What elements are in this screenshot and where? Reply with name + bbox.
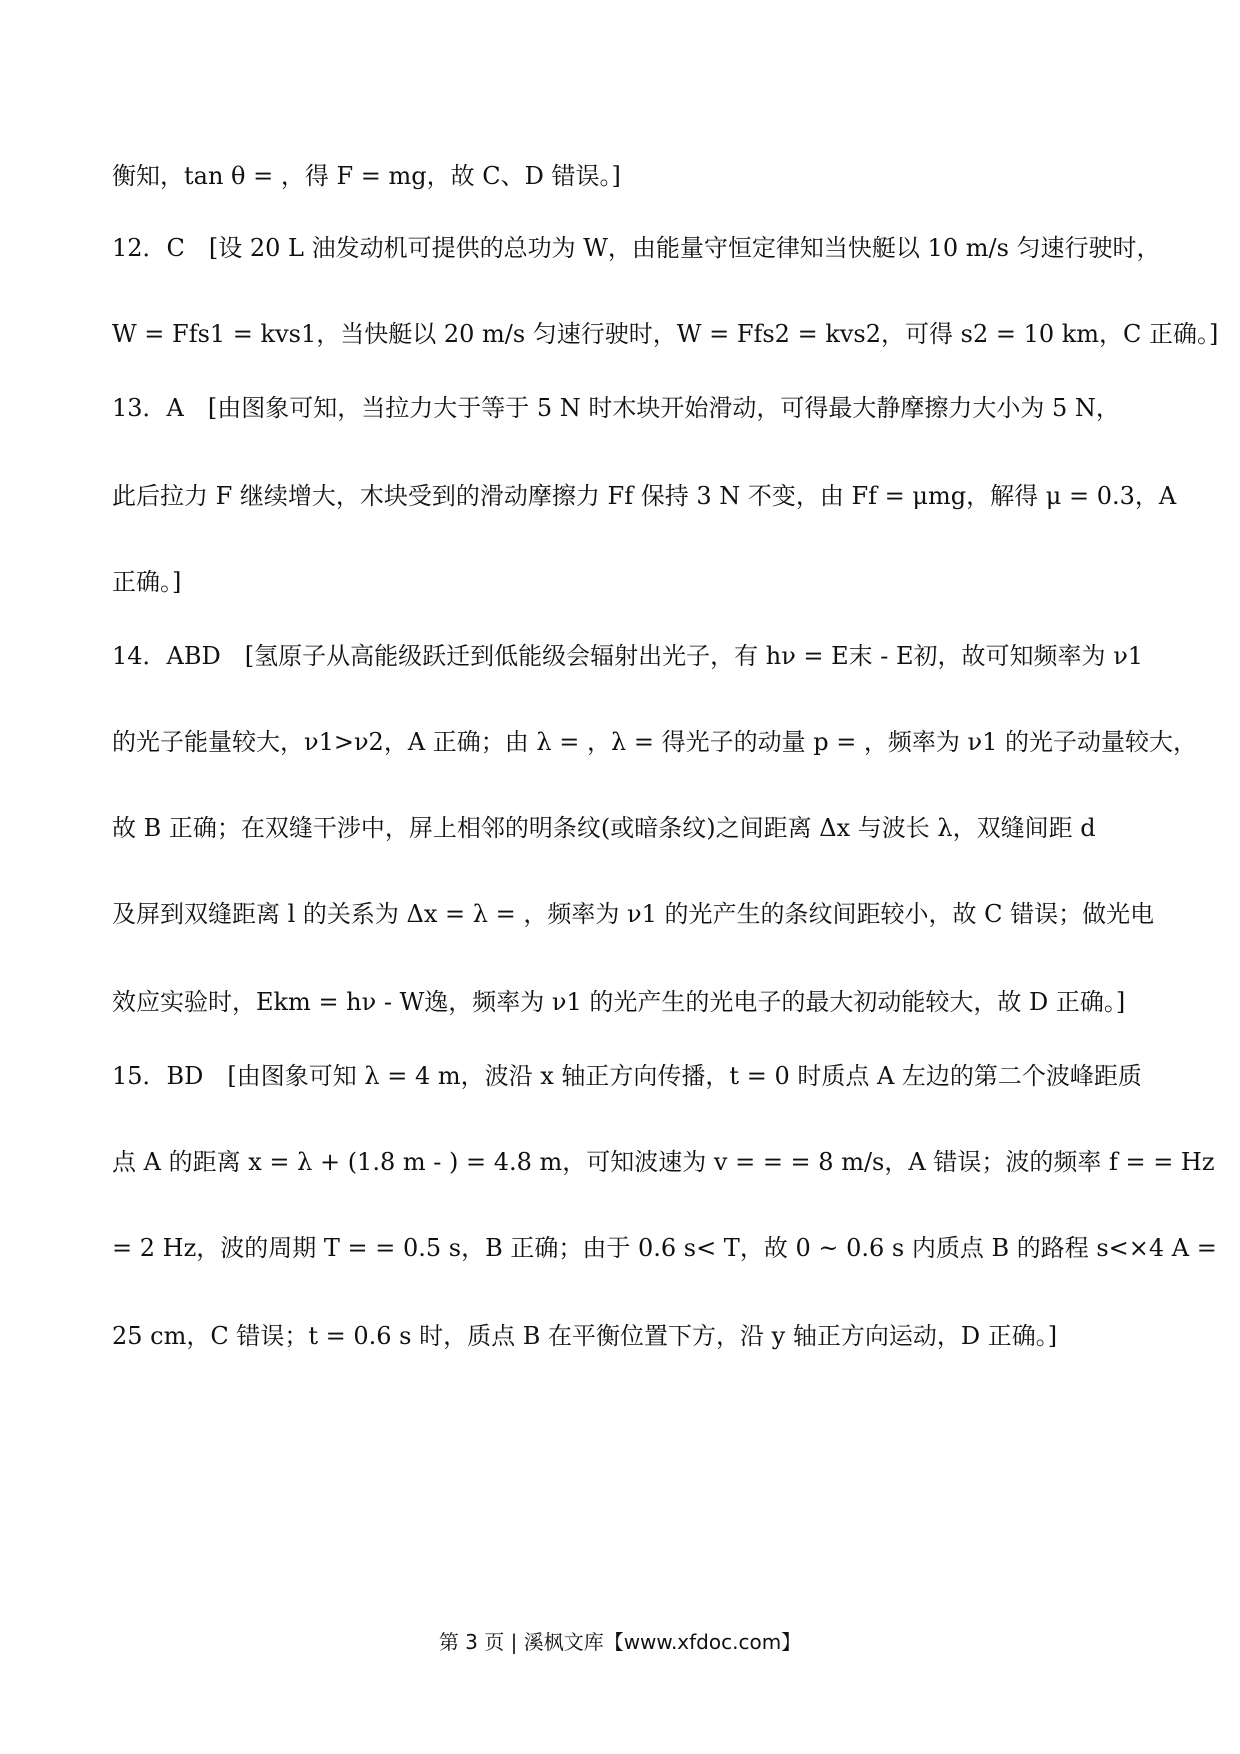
answer-12-line-2: W = Ffs1 = kvs1，当快艇以 20 m/s 匀速行驶时，W = Ffs2 = kvs2，可得 s2 = 10 km，C 正确。] [112,320,1219,348]
answer-14-line-2: 的光子能量较大，ν1>ν2，A 正确；由 λ = ，λ = 得光子的动量 p = ，频率为 ν1 的光子动量较大， [112,728,1198,756]
answer-13-line-1: 13．A [由图象可知，当拉力大于等于 5 N 时木块开始滑动，可得最大静摩擦力大小为 5 N， [112,394,1120,422]
answer-15-line-3: = 2 Hz，波的周期 T = = 0.5 s，B 正确；由于 0.6 s< T，故 0 ~ 0.6 s 内质点 B 的路程 s<×4 A = [112,1234,1217,1262]
answer-14-line-3: 故 B 正确；在双缝干涉中，屏上相邻的明条纹(或暗条纹)之间距离 Δx 与波长 λ，双缝间距 d [112,814,1096,842]
answer-15-line-4: 25 cm，C 错误；t = 0.6 s 时，质点 B 在平衡位置下方，沿 y 轴正方向运动，D 正确。] [112,1322,1058,1350]
answer-14-line-5: 效应实验时，Ekm = hν - W逸，频率为 ν1 的光产生的光电子的最大初动能较大，故 D 正确。] [112,988,1126,1016]
answer-12-line-1: 12．C [设 20 L 油发动机可提供的总功为 W，由能量守恒定律知当快艇以 10 m/s 匀速行驶时， [112,234,1161,262]
answer-15-line-2: 点 A 的距离 x = λ + (1.8 m - ) = 4.8 m，可知波速为 v = = = 8 m/s，A 错误；波的频率 f = = Hz [112,1148,1215,1176]
answer-15-line-1: 15．BD [由图象可知 λ = 4 m，波沿 x 轴正方向传播，t = 0 时质点 A 左边的第二个波峰距质 [112,1062,1142,1090]
page-footer: 第 3 页 | 溪枫文库【www.xfdoc.com】 [438,1630,802,1654]
text-line-1: 衡知，tan θ = ，得 F = mg，故 C、D 错误。] [112,162,621,190]
answer-13-line-3: 正确。] [112,568,182,596]
answer-14-line-4: 及屏到双缝距离 l 的关系为 Δx = λ = ，频率为 ν1 的光产生的条纹间距较小，故 C 错误；做光电 [112,900,1155,928]
answer-14-line-1: 14．ABD [氢原子从高能级跃迁到低能级会辐射出光子，有 hν = E末 - E初，故可知频率为 ν1 [112,642,1144,670]
answer-13-line-2: 此后拉力 F 继续增大，木块受到的滑动摩擦力 Ff 保持 3 N 不变，由 Ff = μmg，解得 μ = 0.3，A [112,482,1177,510]
